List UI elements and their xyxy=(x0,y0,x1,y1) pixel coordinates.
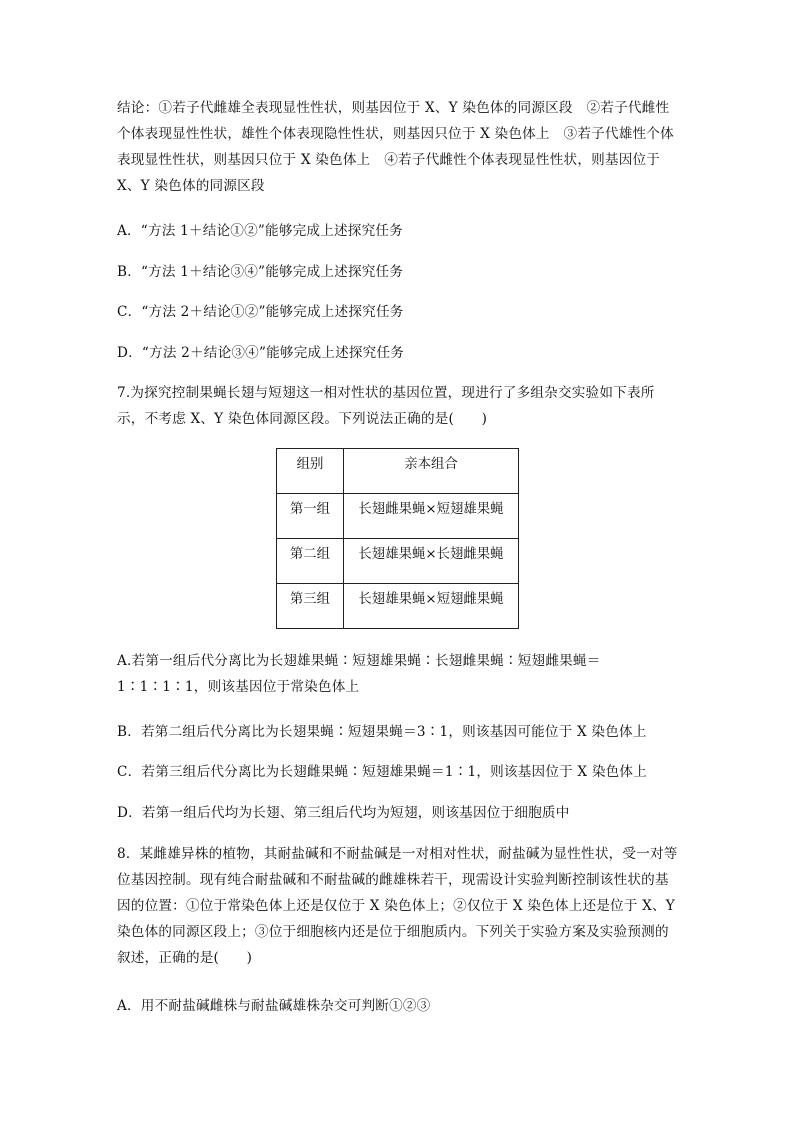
q8-stem: 8．某雌雄异株的植物，其耐盐碱和不耐盐碱是一对相对性状，耐盐碱为显性性状，受一对等位基因控制。现有纯合耐盐碱和不耐盐碱的雌雄株若干，现需设计实验判断控制该性状的基因的位置：①位于常染色体上还是仅位于 X 染色体上；②仅位于 X 染色体上还是位于 X、Y 染色体的同源区段上；③位于细胞核内还是位于细胞质内。下列关于实验方案及实验预测的叙述，正确的是( ) xyxy=(117,846,678,966)
table-header-cell: 组别 xyxy=(277,449,344,494)
table-cell: 长翅雄果蝇×长翅雌果蝇 xyxy=(344,539,519,584)
table-cell: 第三组 xyxy=(277,584,344,629)
q7-option-a: A.若第一组后代分离比为长翅雄果蝇∶短翅雄果蝇∶长翅雌果蝇∶短翅雌果蝇＝1∶1∶1∶1，则该基因位于常染色体上 xyxy=(117,653,601,695)
q7-stem: 7.为探究控制果蝇长翅与短翅这一相对性状的基因位置，现进行了多组杂交实验如下表所示，不考虑 X、Y 染色体同源区段。下列说法正确的是( ) xyxy=(117,385,655,427)
table-header-cell: 亲本组合 xyxy=(344,449,519,494)
table-row xyxy=(277,494,519,539)
table-cell: 第一组 xyxy=(277,494,344,539)
table-row xyxy=(277,584,519,629)
q6-option-c: C．“方法 2＋结论①②”能够完成上述探究任务 xyxy=(117,304,404,320)
conclusion-paragraph: 结论：①若子代雌雄全表现显性性状，则基因位于 X、Y 染色体的同源区段 ②若子代雌性个体表现显性性状，雄性个体表现隐性性状，则基因只位于 X 染色体上 ③若子代雄性个体表现显性性状，则基因只位于 X 染色体上 ④若子代雌性个体表现显性性状，则基因位于 X、Y 染色体的同源区段 xyxy=(117,100,674,194)
table-cell: 第二组 xyxy=(277,539,344,584)
q6-option-a: A．“方法 1＋结论①②”能够完成上述探究任务 xyxy=(117,223,403,239)
q7-option-c: C．若第三组后代分离比为长翅雌果蝇∶短翅雄果蝇＝1∶1，则该基因位于 X 染色体上 xyxy=(117,764,647,780)
table-header-row xyxy=(277,449,519,494)
q6-option-d: D．“方法 2＋结论③④”能够完成上述探究任务 xyxy=(117,345,405,361)
q7-option-b: B．若第二组后代分离比为长翅果蝇∶短翅果蝇＝3∶1，则该基因可能位于 X 染色体上 xyxy=(117,724,647,740)
q6-option-b: B．“方法 1＋结论③④”能够完成上述探究任务 xyxy=(117,264,404,280)
q7-option-d: D．若第一组后代均为长翅、第三组后代均为短翅，则该基因位于细胞质中 xyxy=(117,805,570,821)
cross-experiment-table xyxy=(276,448,519,629)
table-cell: 长翅雌果蝇×短翅雄果蝇 xyxy=(344,494,519,539)
q8-option-a: A．用不耐盐碱雌株与耐盐碱雄株杂交可判断①②③ xyxy=(117,998,431,1014)
table-row xyxy=(277,539,519,584)
table-cell: 长翅雄果蝇×短翅雌果蝇 xyxy=(344,584,519,629)
